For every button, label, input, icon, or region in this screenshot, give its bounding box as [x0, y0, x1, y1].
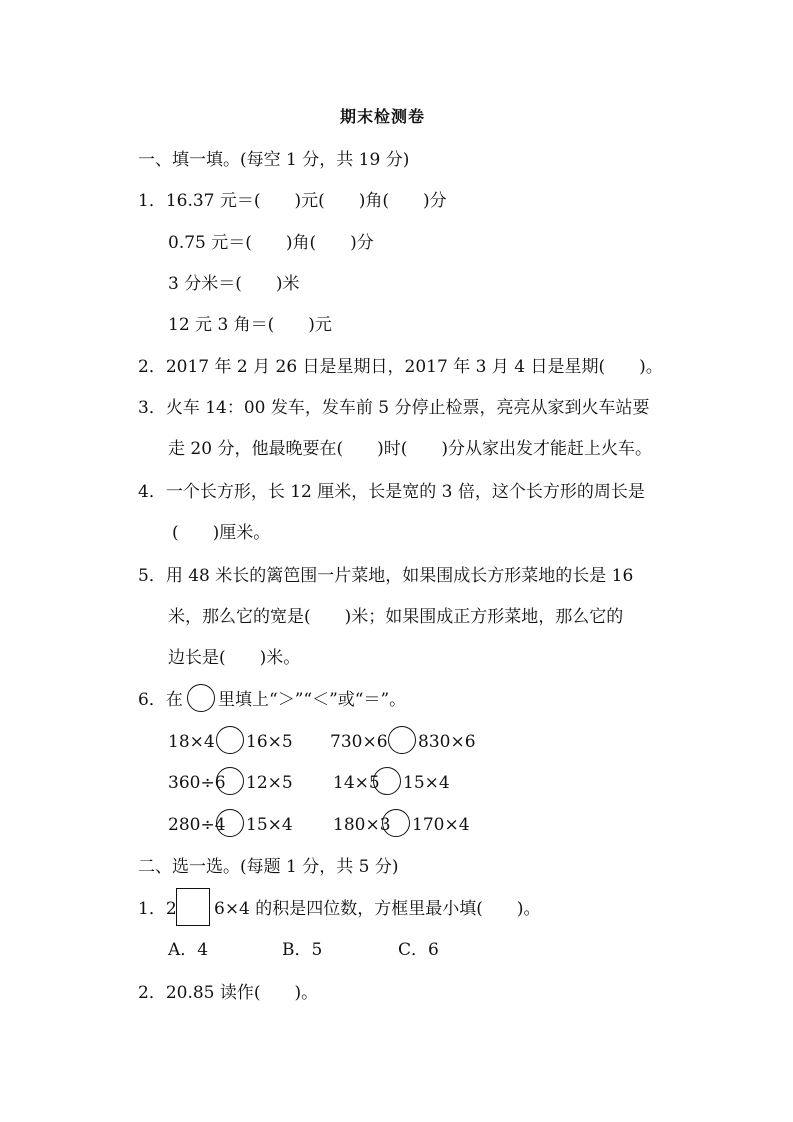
- q3-line1: 3．火车 14：00 发车，发车前 5 分停止检票，亮亮从家到火车站要: [138, 398, 650, 418]
- compare-circle-icon[interactable]: [216, 726, 244, 754]
- compare-expr: 14×5: [333, 773, 380, 793]
- q4-line1: 4．一个长方形，长 12 厘米，长是宽的 3 倍，这个长方形的周长是: [138, 482, 645, 502]
- q5-line2: 米，那么它的宽是( )米；如果围成正方形菜地，那么它的: [168, 607, 624, 627]
- section1-heading: 一、填一填。(每空 1 分，共 19 分): [138, 150, 410, 170]
- compare-expr: 360÷6: [168, 773, 226, 793]
- q6-prefix: 6．在: [138, 690, 183, 710]
- compare-circle-icon: [187, 684, 215, 712]
- q5-line1: 5．用 48 米长的篱笆围一片菜地，如果围成长方形菜地的长是 16: [138, 566, 634, 586]
- option-c[interactable]: C．6: [398, 940, 439, 960]
- s2-q2-text: 2．20.85 读作( )。: [138, 983, 319, 1003]
- q6-suffix: 里填上“＞”“＜”或“＝”。: [218, 690, 407, 710]
- compare-circle-icon[interactable]: [373, 767, 401, 795]
- compare-expr: 280÷4: [168, 815, 226, 835]
- s2-q1-prefix: 1．2: [138, 899, 177, 919]
- option-a[interactable]: A．4: [168, 940, 209, 960]
- compare-circle-icon[interactable]: [216, 767, 244, 795]
- q1-line-c: 3 分米＝( )米: [168, 274, 300, 294]
- compare-expr: 16×5: [246, 732, 293, 752]
- section2-heading: 二、选一选。(每题 1 分，共 5 分): [138, 857, 399, 877]
- compare-expr: 180×3: [333, 815, 391, 835]
- option-b[interactable]: B．5: [282, 940, 323, 960]
- q4-line2: ( )厘米。: [172, 523, 271, 543]
- compare-expr: 15×4: [246, 815, 293, 835]
- compare-expr: 15×4: [403, 773, 450, 793]
- q1-line-a: 1．16.37 元＝( )元( )角( )分: [138, 191, 447, 211]
- q5-line3: 边长是( )米。: [168, 648, 301, 668]
- compare-expr: 730×6: [330, 732, 388, 752]
- compare-expr: 170×4: [412, 815, 470, 835]
- page-title: 期末检测卷: [340, 107, 426, 126]
- compare-circle-icon[interactable]: [388, 726, 416, 754]
- s2-q1-suffix: 6×4 的积是四位数，方框里最小填( )。: [214, 899, 541, 919]
- q2-text: 2．2017 年 2 月 26 日是星期日，2017 年 3 月 4 日是星期( )。: [138, 357, 663, 377]
- compare-circle-icon[interactable]: [216, 809, 244, 837]
- compare-expr: 18×4: [168, 732, 215, 752]
- compare-expr: 830×6: [418, 732, 476, 752]
- q1-line-d: 12 元 3 角＝( )元: [168, 315, 332, 335]
- q3-line2: 走 20 分，他最晚要在( )时( )分从家出发才能赶上火车。: [168, 439, 652, 459]
- compare-circle-icon[interactable]: [382, 809, 410, 837]
- compare-expr: 12×5: [246, 773, 293, 793]
- q1-line-b: 0.75 元＝( )角( )分: [168, 233, 374, 253]
- digit-box[interactable]: [176, 888, 210, 926]
